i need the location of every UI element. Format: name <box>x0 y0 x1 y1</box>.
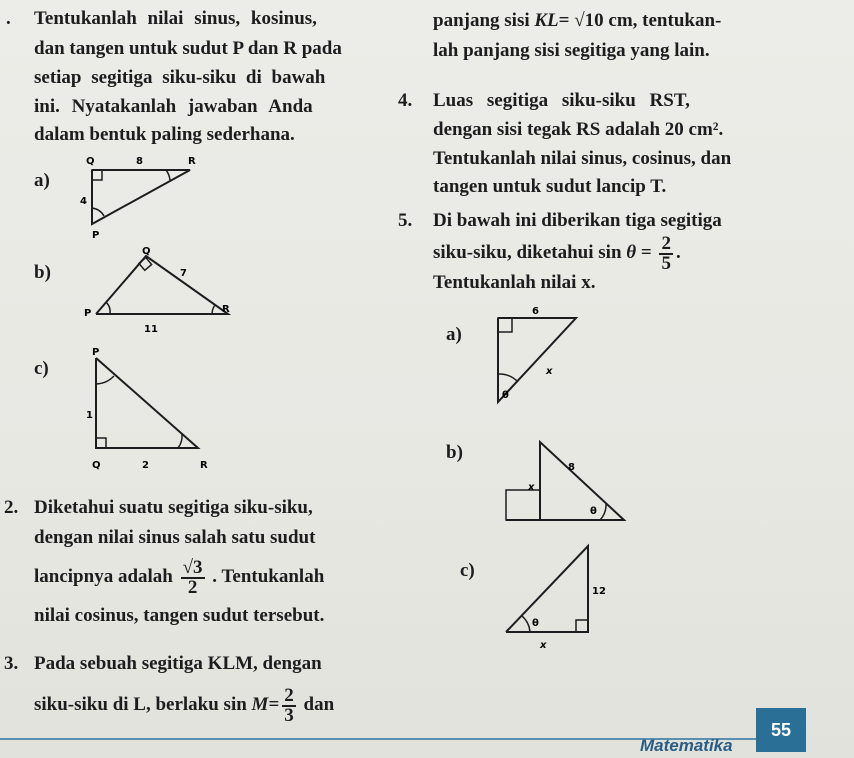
side-pq: 4 <box>80 196 87 207</box>
vertex-q: Q <box>142 246 151 257</box>
q2-line-4: nilai cosinus, tangen sudut tersebut. <box>34 605 325 626</box>
q3-line-2-end: dan <box>303 694 335 715</box>
q5-fraction-num: 2 <box>661 232 671 254</box>
q2-number: 2. <box>4 497 19 518</box>
q5-fraction <box>659 232 673 274</box>
vertex-q: Q <box>92 460 101 471</box>
intro-line-2: dan tangen untuk sudut P dan R pada <box>34 38 342 59</box>
label-a-left: a) <box>34 170 50 191</box>
q2-fraction <box>181 556 205 598</box>
vertex-p: P <box>92 347 100 358</box>
label-b-left: b) <box>34 262 51 283</box>
side-qr: 2 <box>142 460 149 471</box>
vertex-r: R <box>200 460 208 471</box>
intro-line-3: setiap segitiga siku-siku di bawah <box>34 67 326 88</box>
side-x: x <box>540 640 547 651</box>
q4-line-2: dengan sisi tegak RS adalah 20 cm². <box>433 119 724 140</box>
r-line-2: lah panjang sisi segitiga yang lain. <box>433 40 710 61</box>
label-c-right: c) <box>460 560 475 581</box>
intro-line-1: Tentukanlah nilai sinus, kosinus, <box>34 8 317 29</box>
q3-fraction-den: 3 <box>284 704 294 726</box>
q3-line-1: Pada sebuah segitiga KLM, dengan <box>34 653 322 674</box>
side-12: 12 <box>592 586 606 597</box>
q5-line-2: siku-siku, diketahui sin θ = $\frac{2}{5}$ . <box>433 232 681 274</box>
r-line-1-kl: KL <box>534 10 559 31</box>
intro-line-5: dalam bentuk paling sederhana. <box>34 124 295 145</box>
q3-fraction <box>282 684 296 726</box>
q3-fraction-num: 2 <box>284 684 294 706</box>
angle-theta: θ <box>590 506 597 517</box>
triangle-c-right <box>500 538 610 661</box>
q5-line-1: Di bawah ini diberikan tiga segitiga <box>433 210 722 231</box>
q4-number: 4. <box>398 90 413 111</box>
side-pr: 11 <box>144 324 158 335</box>
q3-var-m: M <box>251 694 269 715</box>
q5-line-3: Tentukanlah nilai x. <box>433 272 596 293</box>
q4-line-3: Tentukanlah nilai sinus, cosinus, dan <box>433 148 732 169</box>
triangle-c-left <box>80 346 220 481</box>
q2-fraction-den: 2 <box>187 576 198 598</box>
angle-theta: θ <box>532 618 539 629</box>
q4-line-1: Luas segitiga siku-siku RST, <box>433 90 690 111</box>
vertex-r: R <box>222 304 230 315</box>
side-x: x <box>546 366 553 377</box>
vertex-p: P <box>84 308 92 319</box>
q5-eq: = <box>640 242 652 263</box>
triangle-a-left <box>70 152 210 249</box>
q2-fraction-num: √3 <box>182 556 203 578</box>
q2-line-2: dengan nilai sinus salah satu sudut <box>34 527 316 548</box>
q2-line-3-end: . Tentukanlah <box>212 566 325 587</box>
side-qr: 8 <box>136 156 143 167</box>
q3-number: 3. <box>4 653 19 674</box>
vertex-r: R <box>188 156 196 167</box>
label-c-left: c) <box>34 358 49 379</box>
q2-line-1: Diketahui suatu segitiga siku-siku, <box>34 497 313 518</box>
triangle-b-left <box>78 246 248 347</box>
side-pq: 1 <box>86 410 93 421</box>
footer-title: Matematika <box>640 736 733 755</box>
intro-line-4: ini. Nyatakanlah jawaban Anda <box>34 96 313 117</box>
bullet: . <box>6 8 11 29</box>
q2-line-3 <box>34 556 324 598</box>
q5-number: 5. <box>398 210 413 231</box>
q2-line-3-start: lancipnya adalah <box>34 566 173 587</box>
r-line-1 <box>433 10 721 32</box>
q5-fraction-den: 5 <box>661 252 671 274</box>
label-b-right: b) <box>446 442 463 463</box>
r-line-1-c: = √10 cm, tentukan- <box>558 10 722 31</box>
side-hyp: 8 <box>568 462 575 473</box>
q5-line-2-start: siku-siku, diketahui sin <box>433 242 622 263</box>
triangle-b-right <box>496 436 636 533</box>
vertex-p: P <box>92 230 100 241</box>
page-number: 55 <box>756 708 806 752</box>
angle-theta: θ <box>502 390 509 401</box>
triangle-a-right <box>486 302 596 417</box>
label-a-right: a) <box>446 324 462 345</box>
vertex-q: Q <box>86 156 95 167</box>
q3-line-2: siku-siku di L, berlaku sin M= $\frac{2}{3}$ dan <box>34 684 335 726</box>
side-qr: 7 <box>180 268 187 279</box>
r-line-1-a: panjang sisi <box>433 10 530 31</box>
side-x: x <box>528 482 535 493</box>
q5-theta: θ <box>626 242 637 263</box>
q3-line-2-start: siku-siku di L, berlaku sin <box>34 694 247 715</box>
q4-line-4: tangen untuk sudut lancip T. <box>433 176 667 197</box>
side-top: 6 <box>532 306 539 317</box>
